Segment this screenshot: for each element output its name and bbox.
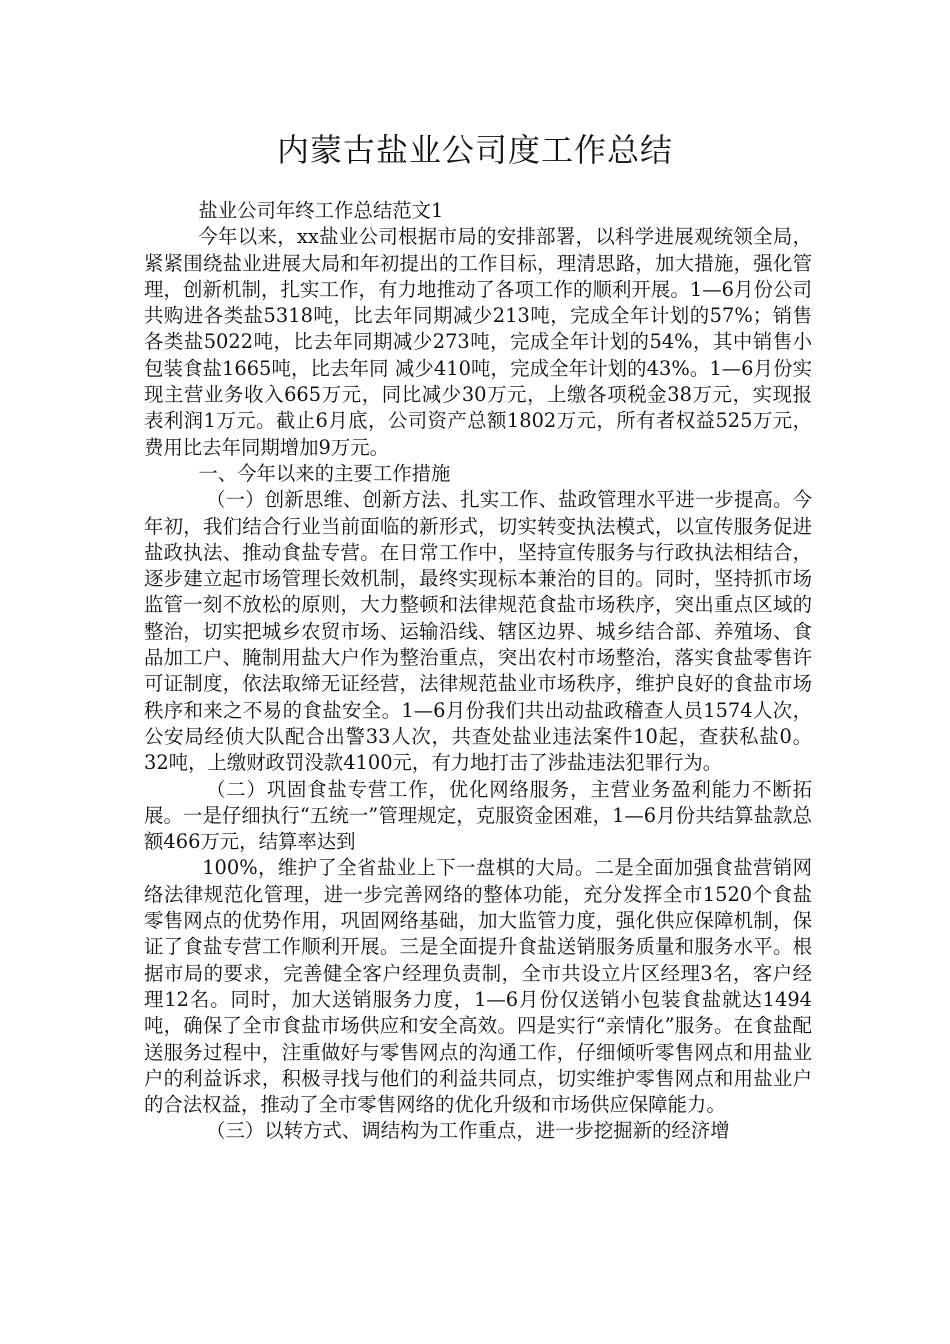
section-heading-measures: 一、今年以来的主要工作措施 — [198, 461, 451, 485]
document-title: 内蒙古盐业公司度工作总结 — [276, 131, 673, 169]
section-subtitle: 盐业公司年终工作总结范文1 — [198, 199, 444, 222]
paragraph-measure-2: （二）巩固食盐专营工作，优化网络服务，主营业务盈利能力不断拓展。一是仔细执行“五统一”管理规定，克服资金困难，1—6月份共结算盐款总额466万元，结算率达到 — [144, 777, 812, 854]
paragraph-measure-2-continued: 100%，维护了全省盐业上下一盘棋的大局。二是全面加强食盐营销网络法律规范化管理，进一步完善网络的整体功能，充分发挥全市1520个食盐零售网点的优势作用，巩固网络基础，加大监管力度，强化供应保障机制，保证了食盐专营工作顺利开展。三是全面提升食盐送销服务质量和服务水平。根据市局的要求，完善健全客户经理负责制，全市共设立片区经理3名，客户经理12名。同时，加大送销服务力度，1—6月份仅送销小包装食盐就达1494吨，确保了全市食盐市场供应和安全高效。四是实行“亲情化”服务。在食盐配送服务过程中，注重做好与零售网点的沟通工作，仔细倾听零售网点和用盐业户的利益诉求，积极寻找与他们的利益共同点，切实维护零售网点和用盐业户的合法权益，推动了全市零售网络的优化升级和市场供应保障能力。 — [144, 856, 812, 1117]
paragraph-measure-1: （一）创新思维、创新方法、扎实工作、盐政管理水平进一步提高。今年初，我们结合行业当前面临的新形式，切实转变执法模式，以宣传服务促进盐政执法、推动食盐专营。在日常工作中，坚持宣传服务与行政执法相结合，逐步建立起市场管理长效机制，最终实现标本兼治的目的。同时，坚持抓市场监管一刻不放松的原则，大力整顿和法律规范食盐市场秩序，突出重点区域的整治，切实把城乡农贸市场、运输沿线、辖区边界、城乡结合部、养殖场、食品加工户、腌制用盐大户作为整治重点，突出农村市场整治，落实食盐零售许可证制度，依法取缔无证经营，法律规范盐业市场秩序，维护良好的食盐市场秩序和来之不易的食盐安全。1—6月份我们共出动盐政稽查人员1574人次，公安局经侦大队配合出警33人次，共查处盐业违法案件10起，查获私盐0。32吨，上缴财政罚没款4100元，有力地打击了涉盐违法犯罪行为。 — [144, 488, 812, 775]
document-body — [144, 198, 812, 1145]
paragraph-measure-3: （三）以转方式、调结构为工作重点，进一步挖掘新的经济增 — [206, 1119, 730, 1143]
paragraph-intro: 今年以来，xx盐业公司根据市局的安排部署，以科学进展观统领全局，紧紧围绕盐业进展大局和年初提出的工作目标，理清思路，加大措施，强化管理，创新机制，扎实工作，有力地推动了各项工作的顺利开展。1—6月份公司共购进各类盐5318吨，比去年同期减少213吨，完成全年计划的57%；销售各类盐5022吨，比去年同期减少273吨，完成全年计划的54%，其中销售小包装食盐1665吨，比去年同 减少410吨，完成全年计划的43%。1—6月份实现主营业务收入665万元，同比减少30万元，上缴各项税金38万元，实现报表利润1万元。截止6月底，公司资产总额1802万元，所有者权益525万元，费用比去年同期增加9万元。 — [144, 225, 812, 459]
